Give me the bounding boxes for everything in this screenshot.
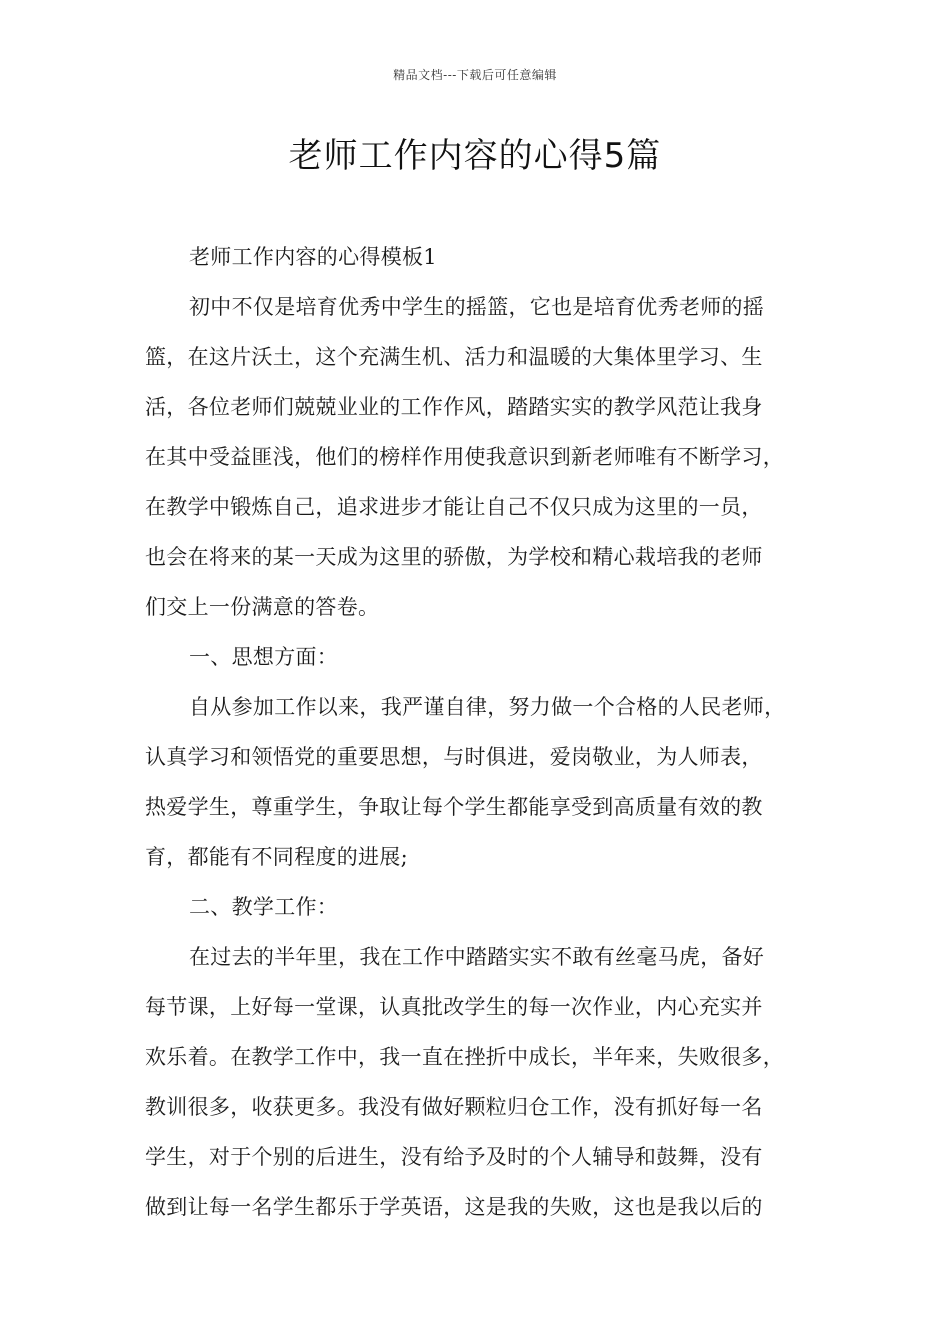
paragraph-line: 在其中受益匪浅，他们的榜样作用使我意识到新老师唯有不断学习，: [145, 445, 784, 469]
paragraph-3: [145, 932, 825, 1232]
section-heading-text: 二、教学工作：: [189, 895, 339, 919]
paragraph-line: 们交上一份满意的答卷。: [145, 595, 380, 619]
section-heading-text: 一、思想方面：: [189, 645, 339, 669]
paragraph-line: 在过去的半年里，我在工作中踏踏实实不敢有丝毫马虎，备好: [189, 945, 765, 969]
paragraph-line: 在教学中锻炼自己，追求进步才能让自己不仅只成为这里的一员，: [145, 495, 763, 519]
page-header: 精品文档---下载后可任意编辑: [393, 68, 557, 82]
paragraph-line: 热爱学生，尊重学生，争取让每个学生都能享受到高质量有效的教: [145, 795, 763, 819]
paragraph-line: 初中不仅是培育优秀中学生的摇篮，它也是培育优秀老师的摇: [189, 295, 765, 319]
paragraph-line: 学生，对于个别的后进生，没有给予及时的个人辅导和鼓舞，没有: [145, 1145, 763, 1169]
paragraph-line: 育，都能有不同程度的进展;: [145, 845, 408, 869]
subtitle-text: 老师工作内容的心得模板1: [189, 245, 437, 269]
paragraph-line: 自从参加工作以来，我严谨自律，努力做一个合格的人民老师，: [189, 695, 786, 719]
paragraph-1: [145, 282, 825, 632]
document-title: 老师工作内容的心得5篇: [288, 136, 662, 176]
paragraph-line: 欢乐着。在教学工作中，我一直在挫折中成长，半年来，失败很多，: [145, 1045, 784, 1069]
paragraph-line: 认真学习和领悟党的重要思想，与时俱进，爱岗敬业，为人师表，: [145, 745, 763, 769]
paragraph-2: [145, 682, 825, 882]
section-heading-2: [145, 882, 825, 932]
paragraph-line: 也会在将来的某一天成为这里的骄傲，为学校和精心栽培我的老师: [145, 545, 763, 569]
subtitle: [145, 232, 825, 282]
document-body: [145, 232, 825, 1232]
paragraph-line: 做到让每一名学生都乐于学英语，这是我的失败，这也是我以后的: [145, 1195, 763, 1219]
paragraph-line: 篮，在这片沃土，这个充满生机、活力和温暖的大集体里学习、生: [145, 345, 763, 369]
paragraph-line: 教训很多，收获更多。我没有做好颗粒归仓工作，没有抓好每一名: [145, 1095, 763, 1119]
section-heading-1: [145, 632, 825, 682]
paragraph-line: 每节课，上好每一堂课，认真批改学生的每一次作业，内心充实并: [145, 995, 763, 1019]
paragraph-line: 活，各位老师们兢兢业业的工作作风，踏踏实实的教学风范让我身: [145, 395, 763, 419]
